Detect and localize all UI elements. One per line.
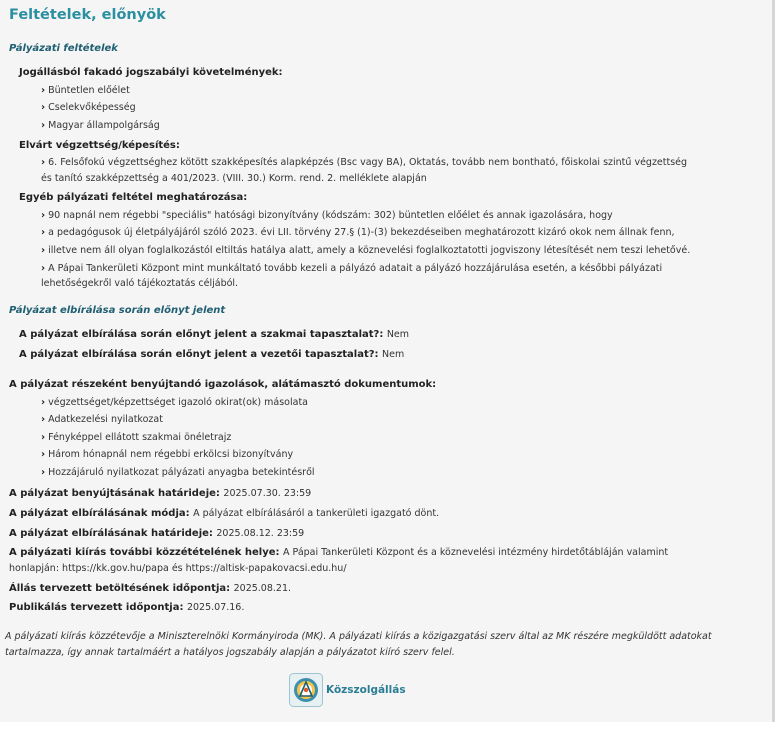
eval-deadline-row (9, 529, 304, 539)
publication-value-cont: honlapján: https://kk.gov.hu/papa és https://altisk-papakovacsi.edu.hu/ (9, 563, 347, 574)
other-condition-item: › a pedagógusok új életpályájáról szóló 2023. évi LII. törvény 27.§ (1)-(3) bekezdéseiben meghatározott kizáró okok nem állnak fenn, (41, 227, 675, 238)
chevron-right-icon: › (41, 263, 46, 274)
publish-date-row (9, 603, 244, 613)
other-condition-item: › illetve nem áll olyan foglalkozástól eltiltás hatálya alatt, amely a köznevelési foglalkoztatotti jogviszony létesítését nem teszi lehetővé. (41, 245, 691, 256)
deadline-row (9, 489, 311, 499)
chevron-right-icon: › (41, 120, 46, 131)
chevron-right-icon: › (41, 432, 46, 443)
method-value: A pályázat elbírálásáról a tankerületi igazgató dönt. (193, 508, 440, 519)
chevron-right-icon: › (41, 467, 46, 478)
conditions-heading: Pályázati feltételek (9, 43, 118, 54)
publication-row (9, 548, 668, 558)
method-label: A pályázat elbírálásának módja: (9, 508, 190, 519)
other-condition-item-cont: lehetőségekről való tájékoztatás céljából. (41, 278, 239, 289)
chevron-right-icon: › (41, 397, 46, 408)
logo-text: Közszolgállás (326, 684, 406, 696)
method-row (9, 509, 439, 519)
education-item: › 6. Felsőfokú végzettséghez kötött szakképesítés alapképzés (Bsc vagy BA), Oktatás, tovább nem bontható, főiskolai szintű végzettség (41, 157, 688, 168)
fill-date-label: Állás tervezett betöltésének időpontja: (9, 583, 231, 594)
leadership-experience-value: Nem (382, 349, 405, 360)
chevron-right-icon: › (41, 157, 46, 168)
chevron-right-icon: › (41, 227, 46, 238)
publisher-note: A pályázati kiírás közzétevője a Miniszterelnöki Kormányiroda (MK). A pályázati kiírás a közigazgatási szerv által az MK részére megküldött adatokat tartalmazza, így annak tartalmáért a hatályos jogszabály alapján a pályázatot kiíró szerv felel. (5, 631, 712, 658)
documents-label: A pályázat részeként benyújtandó igazolások, alátámasztó dokumentumok: (9, 379, 437, 390)
chevron-right-icon: › (41, 449, 46, 460)
chevron-right-icon: › (41, 210, 46, 221)
leadership-experience-row (19, 350, 404, 360)
professional-experience-row (19, 330, 409, 340)
document-item: › végzettséget/képzettséget igazoló okirat(ok) másolata (41, 397, 308, 408)
chevron-right-icon: › (41, 414, 46, 425)
other-conditions-label: Egyéb pályázati feltétel meghatározása: (19, 192, 248, 203)
chevron-right-icon: › (41, 85, 46, 96)
other-condition-item: › 90 napnál nem régebbi "speciális" hatósági bizonyítvány (kódszám: 302) büntetlen előélet és annak igazolására, hogy (41, 210, 613, 221)
education-item-cont: és tanító szakképzettség a 401/2023. (VIII. 30.) Korm. rend. 2. melléklete alapján (41, 173, 427, 184)
chevron-right-icon: › (41, 245, 46, 256)
legal-requirements-label: Jogállásból fakadó jogszabályi követelmények: (19, 67, 283, 78)
kozszolgallas-logo-icon (289, 673, 323, 707)
publication-label: A pályázati kiírás további közzétételének helye: (9, 547, 280, 558)
deadline-value: 2025.07.30. 23:59 (223, 488, 312, 499)
legal-item: › Magyar állampolgárság (41, 120, 160, 131)
professional-experience-label: A pályázat elbírálása során előnyt jelent a szakmai tapasztalat?: (19, 329, 384, 340)
education-label: Elvárt végzettség/képesítés: (19, 140, 180, 151)
deadline-label: A pályázat benyújtásának határideje: (9, 488, 220, 499)
document-item: › Fényképpel ellátott szakmai önéletrajz (41, 432, 232, 443)
document-item: › Adatkezelési nyilatkozat (41, 414, 163, 425)
leadership-experience-label: A pályázat elbírálása során előnyt jelent a vezetői tapasztalat?: (19, 349, 379, 360)
eval-deadline-label: A pályázat elbírálásának határideje: (9, 528, 213, 539)
document-item: › Három hónapnál nem régebbi erkölcsi bizonyítvány (41, 449, 294, 460)
fill-date-value: 2025.08.21. (233, 583, 292, 594)
section-title: Feltételek, előnyök (9, 7, 166, 23)
publish-date-value: 2025.07.16. (186, 602, 245, 613)
legal-item: › Büntetlen előélet (41, 85, 130, 96)
publish-date-label: Publikálás tervezett időpontja: (9, 602, 184, 613)
chevron-right-icon: › (41, 102, 46, 113)
document-item: › Hozzájáruló nyilatkozat pályázati anyagba betekintésről (41, 467, 315, 478)
other-condition-item: › A Pápai Tankerületi Központ mint munkáltató tovább kezeli a pályázó adatait a pályázó hozzájárulása esetén, a későbbi pályázati (41, 263, 663, 274)
legal-item: › Cselekvőképesség (41, 102, 136, 113)
publication-value: A Pápai Tankerületi Központ és a köznevelési intézmény hirdetőtábláján valamint (283, 547, 669, 558)
kozszolgallas-logo[interactable] (289, 672, 406, 708)
professional-experience-value: Nem (386, 329, 410, 340)
fill-date-row (9, 584, 291, 594)
eval-deadline-value: 2025.08.12. 23:59 (216, 528, 305, 539)
bottom-strip (0, 722, 775, 733)
advantages-heading: Pályázat elbírálása során előnyt jelent (9, 305, 226, 316)
